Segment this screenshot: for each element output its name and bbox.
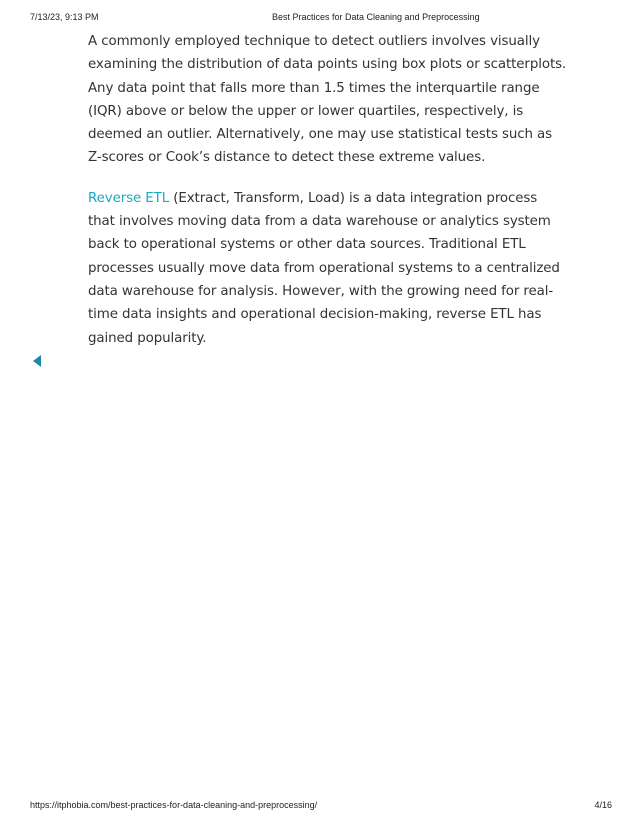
- reverse-etl-link[interactable]: Reverse ETL: [88, 190, 170, 206]
- print-page-title: Best Practices for Data Cleaning and Preprocessing: [272, 12, 480, 22]
- print-timestamp: 7/13/23, 9:13 PM: [30, 12, 99, 22]
- article-body: [88, 30, 568, 350]
- caret-left-icon[interactable]: [33, 355, 41, 367]
- print-page-number: 4/16: [594, 800, 612, 810]
- paragraph-outliers: A commonly employed technique to detect outliers involves visually examining the distribution of data points using box plots or scatterplots. Any data point that falls more than 1.5 times the interquartile range (IQR) above or below the upper or lower quartiles, respectively, is deemed an outlier. Alternatively, one may use statistical tests such as Z-scores or Cook’s distance to detect these extreme values.: [88, 34, 567, 166]
- print-url: https://itphobia.com/best-practices-for-data-cleaning-and-preprocessing/: [30, 800, 318, 810]
- paragraph-reverse-etl-text: (Extract, Transform, Load) is a data integration process that involves moving data from a data warehouse or analytics system back to operational systems or other data sources. Traditional ETL processes usually move data from operational systems to a centralized data warehouse for analysis. However, with the growing need for real-time data insights and operational decision-making, reverse ETL has gained popularity.: [88, 190, 560, 346]
- paragraph-reverse-etl: [88, 187, 568, 350]
